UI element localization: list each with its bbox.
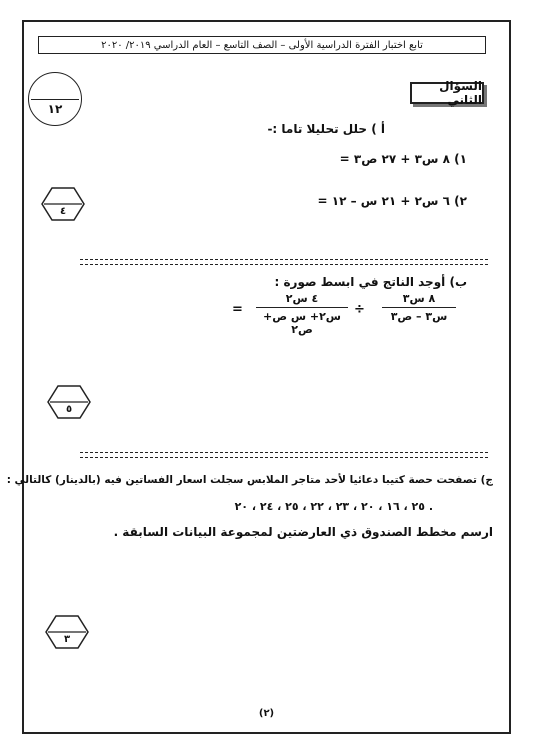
part-c-score: ٣ [63, 634, 71, 645]
equals-sign: = [232, 302, 243, 317]
fraction-1-bar [382, 307, 456, 308]
part-b-score-badge [46, 384, 92, 420]
section-divider-2 [80, 452, 488, 458]
part-c-data: ٢٥ ، ١٦ ، ٢٠ ، ٢٣ ، ٢٢ ، ٢٥ ، ٢٤ ، ٢٠ . [234, 500, 433, 513]
page-number: (٢) [258, 708, 275, 719]
fraction-2 [256, 292, 348, 336]
part-b-title: ب) أوجد الناتج في ابسط صورة : [274, 275, 467, 289]
section-divider-1 [80, 259, 488, 265]
fraction-2-denominator: س٢+ س ص+ ص٢ [263, 310, 341, 336]
exam-header: تابع اختبار الفترة الدراسية الأولى – الصف التاسع – العام الدراسي ٢٠١٩/ ٢٠٢٠ [38, 36, 486, 54]
part-c-title: ج) تصفحت حصة كتيبا دعائيا لأحد متاجر الملابس سجلت اسعار الفساتين فيه (بالدينار) كالتالي : [6, 474, 493, 486]
fraction-2-bar [256, 307, 348, 308]
part-a-score-badge [40, 186, 86, 222]
part-a-title: أ ) حلل تحليلا تاما :- [267, 122, 385, 136]
section-title: السؤال الثاني [410, 82, 484, 104]
part-b-score: ٥ [65, 404, 73, 415]
score-divider-line [31, 99, 79, 100]
division-sign: ÷ [354, 302, 365, 317]
total-score-value: ١٢ [47, 102, 63, 116]
part-c-instruction: ارسم مخطط الصندوق ذي العارضتين لمجموعة البيانات السابقة . [113, 525, 493, 539]
fraction-1-numerator: ٨ س٣ [402, 292, 436, 305]
part-a-question-2: ٢) ٦ س٢ + ٢١ س – ١٢ = [317, 194, 467, 208]
part-a-question-1: ١) ٨ س٣ + ٢٧ ص٣ = [339, 152, 467, 166]
part-c-score-badge [44, 614, 90, 650]
part-a-score: ٤ [59, 206, 67, 217]
fraction-2-numerator: ٤ س٢ [285, 292, 319, 305]
fraction-1 [382, 292, 456, 323]
total-score-circle [28, 72, 82, 126]
fraction-1-denominator: س٣ – ص٣ [390, 310, 448, 323]
